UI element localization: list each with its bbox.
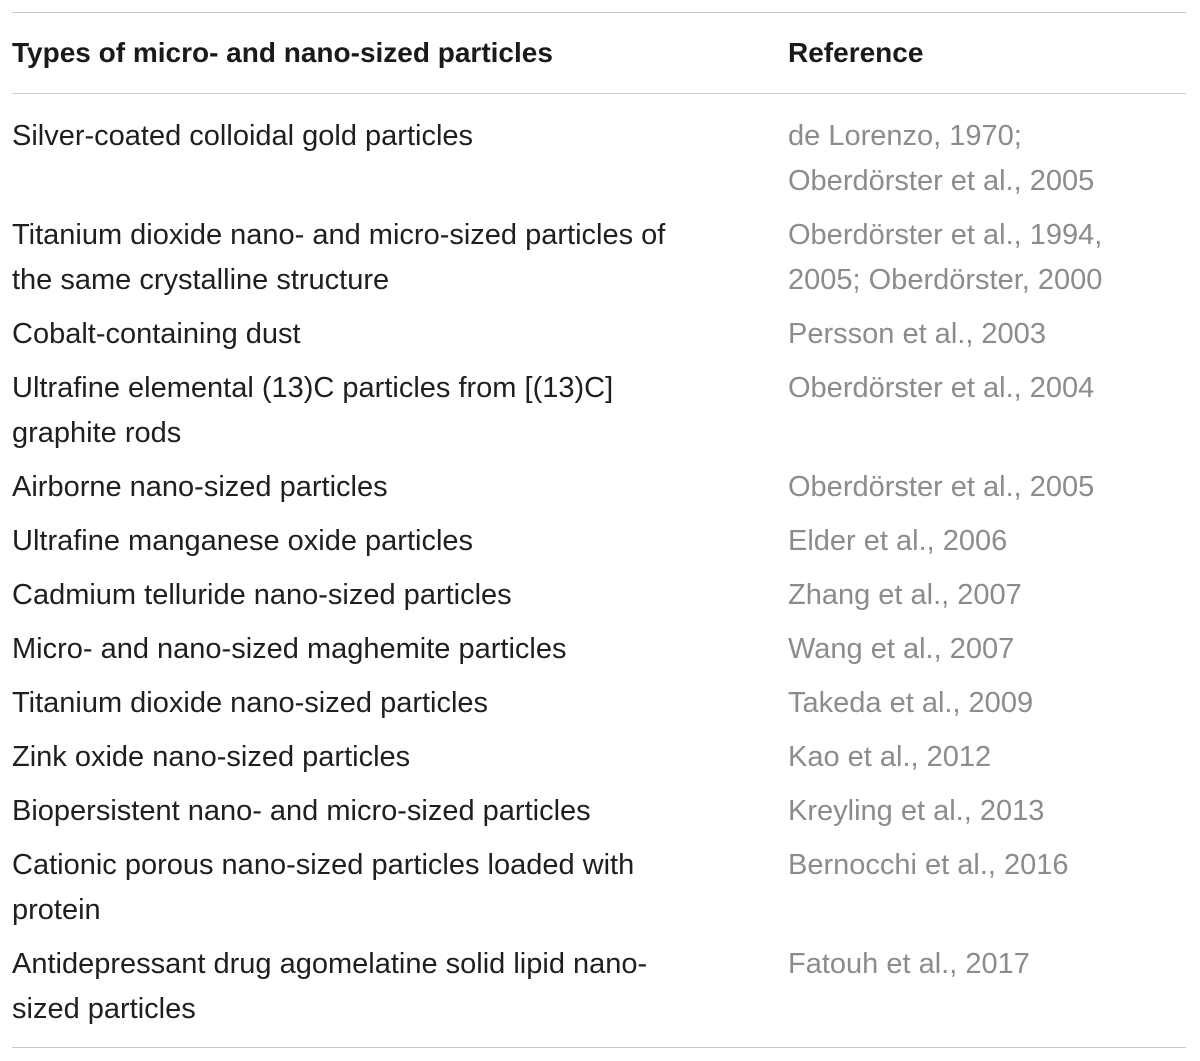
row-reference: Oberdörster et al., 2004 bbox=[788, 372, 1095, 404]
row-reference: Kao et al., 2012 bbox=[788, 741, 992, 773]
row-type: Zink oxide nano-sized particles bbox=[12, 741, 411, 773]
row-type: Antidepressant drug agomelatine solid lipid nano-sized particles bbox=[12, 948, 648, 1025]
table-row bbox=[12, 627, 1186, 672]
header-types: Types of micro- and nano-sized particles bbox=[12, 37, 553, 68]
table-body bbox=[12, 94, 1186, 1032]
table-row bbox=[12, 519, 1186, 564]
table-row bbox=[12, 735, 1186, 780]
row-type: Micro- and nano-sized maghemite particles bbox=[12, 633, 567, 665]
header-reference: Reference bbox=[788, 37, 924, 68]
row-type: Ultrafine manganese oxide particles bbox=[12, 525, 474, 557]
row-type: Ultrafine elemental (13)C particles from [(13)C] graphite rods bbox=[12, 372, 614, 449]
row-reference: de Lorenzo, 1970; Oberdörster et al., 2005 bbox=[788, 120, 1095, 197]
row-reference: Oberdörster et al., 2005 bbox=[788, 471, 1095, 503]
row-reference: Persson et al., 2003 bbox=[788, 318, 1046, 350]
row-reference: Oberdörster et al., 1994, 2005; Oberdörster, 2000 bbox=[788, 219, 1103, 296]
table-row bbox=[12, 213, 1186, 303]
row-reference: Wang et al., 2007 bbox=[788, 633, 1015, 665]
table-row bbox=[12, 366, 1186, 456]
row-reference: Bernocchi et al., 2016 bbox=[788, 849, 1069, 881]
table-row bbox=[12, 114, 1186, 204]
row-type: Titanium dioxide nano- and micro-sized particles of the same crystalline structure bbox=[12, 219, 666, 296]
table-row bbox=[12, 789, 1186, 834]
table-row bbox=[12, 681, 1186, 726]
row-type: Titanium dioxide nano-sized particles bbox=[12, 687, 489, 719]
table-row bbox=[12, 942, 1186, 1032]
table-row bbox=[12, 843, 1186, 933]
bottom-rule bbox=[12, 1047, 1186, 1048]
row-reference: Fatouh et al., 2017 bbox=[788, 948, 1030, 980]
table-row bbox=[12, 573, 1186, 618]
table-row bbox=[12, 465, 1186, 510]
row-reference: Zhang et al., 2007 bbox=[788, 579, 1022, 611]
row-reference: Elder et al., 2006 bbox=[788, 525, 1008, 557]
row-type: Biopersistent nano- and micro-sized particles bbox=[12, 795, 591, 827]
particles-reference-table bbox=[12, 12, 1186, 1041]
row-reference: Kreyling et al., 2013 bbox=[788, 795, 1045, 827]
row-type: Airborne nano-sized particles bbox=[12, 471, 388, 503]
row-type: Cadmium telluride nano-sized particles bbox=[12, 579, 512, 611]
table-header-row bbox=[12, 13, 1186, 93]
row-type: Silver-coated colloidal gold particles bbox=[12, 120, 474, 152]
table-row bbox=[12, 312, 1186, 357]
row-reference: Takeda et al., 2009 bbox=[788, 687, 1034, 719]
row-type: Cobalt-containing dust bbox=[12, 318, 301, 350]
row-type: Cationic porous nano-sized particles loaded with protein bbox=[12, 849, 635, 926]
